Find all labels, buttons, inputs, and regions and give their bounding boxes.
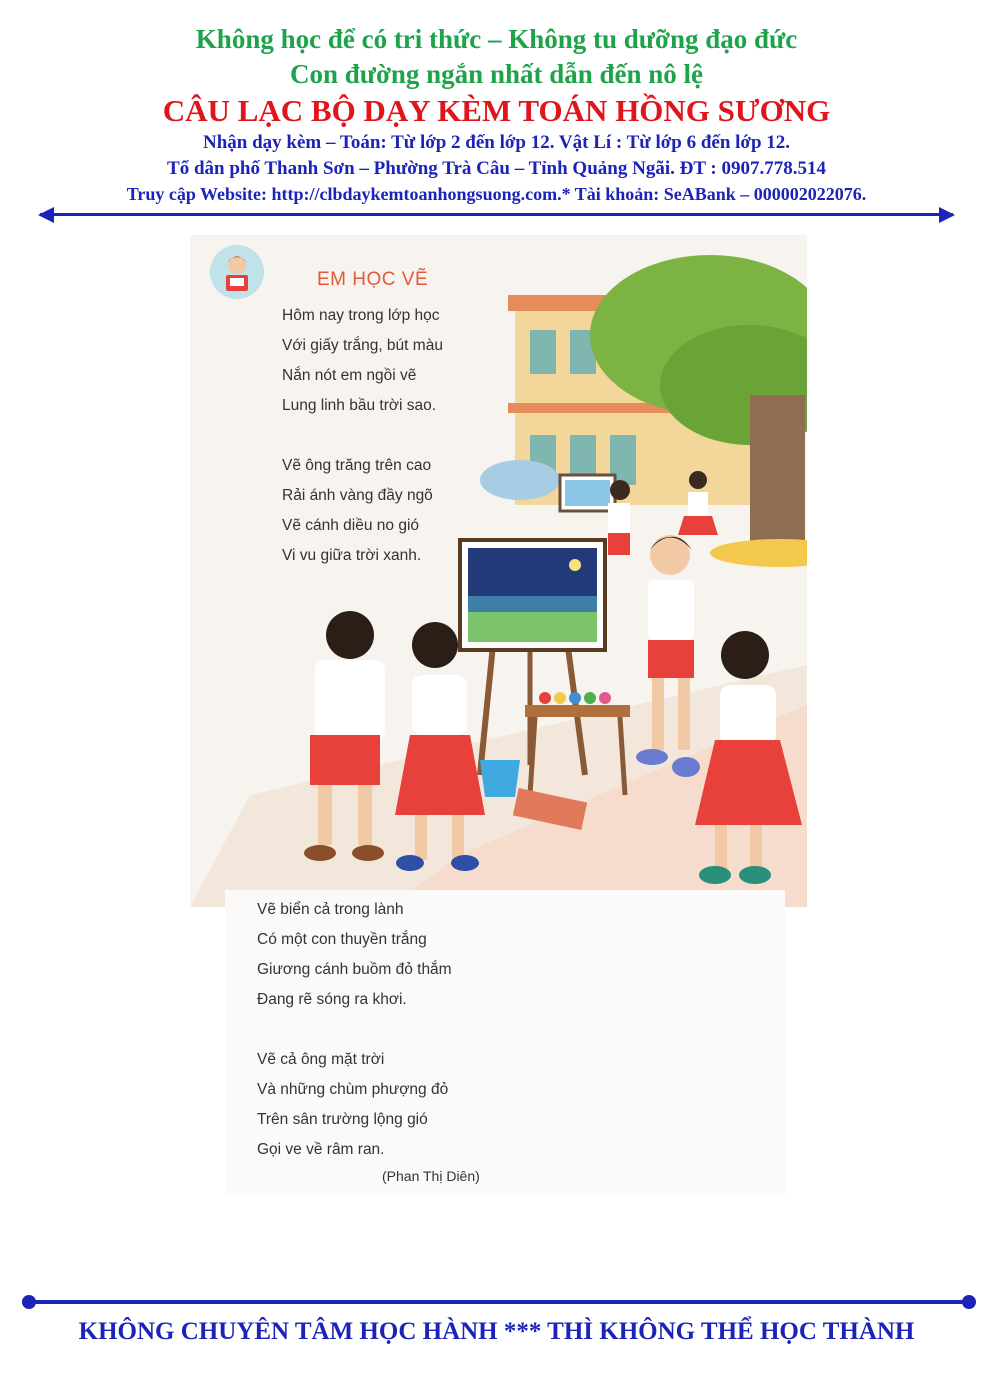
poem-line: Vẽ ông trăng trên cao: [282, 457, 432, 474]
poem-line: Vẽ biển cả trong lành: [257, 901, 404, 918]
poem-line: Giương cánh buồm đỏ thắm: [257, 961, 452, 978]
footer-divider: [28, 1300, 970, 1304]
poem-stanza-1: [282, 301, 443, 571]
poem-line: Rải ánh vàng đầy ngõ: [282, 487, 433, 504]
poem-line: Hôm nay trong lớp học: [282, 307, 440, 324]
info-line-2: Tổ dân phố Thanh Sơn – Phường Trà Câu – Tỉnh Quảng Ngãi. ĐT : 0907.778.514: [167, 158, 826, 179]
poem-line: Vẽ cánh diều no gió: [282, 517, 420, 534]
poem-line: Với giấy trắng, bút màu: [282, 337, 443, 354]
motto-line-2: Con đường ngắn nhất dẫn đến nô lệ: [289, 59, 704, 89]
header-divider: [40, 213, 953, 216]
footer-slogan: KHÔNG CHUYÊN TÂM HỌC HÀNH *** THÌ KHÔNG THỂ HỌC THÀNH: [78, 1318, 915, 1345]
arrow-left-icon: [38, 207, 54, 223]
poem-line: Trên sân trường lộng gió: [257, 1111, 428, 1128]
poem-line: Lung linh bầu trời sao.: [282, 397, 437, 414]
dot-right-icon: [962, 1295, 976, 1309]
info-line-3: Truy cập Website: http://clbdaykemtoanhongsuong.com.* Tài khoản: SeABank – 000002022076.: [126, 184, 867, 204]
poem-author: (Phan Thị Diên): [382, 1168, 480, 1184]
poem-line: Gọi ve về râm ran.: [257, 1141, 385, 1158]
dot-left-icon: [22, 1295, 36, 1309]
poem-title: EM HỌC VẼ: [317, 269, 429, 290]
page-header: [0, 22, 993, 206]
poem-stanza-3: [257, 895, 452, 1165]
info-line-1: Nhận dạy kèm – Toán: Từ lớp 2 đến lớp 12. Vật Lí : Từ lớp 6 đến lớp 12.: [202, 132, 791, 153]
poem-line: Và những chùm phượng đỏ: [257, 1081, 449, 1098]
arrow-right-icon: [939, 207, 955, 223]
poem-line: Vẽ cả ông mặt trời: [257, 1051, 385, 1068]
poem-line: Có một con thuyền trắng: [257, 931, 427, 948]
textbook-illustration: [190, 235, 807, 907]
poem-line: Đang rẽ sóng ra khơi.: [257, 991, 407, 1008]
poem-line: Nắn nót em ngồi vẽ: [282, 367, 417, 384]
motto-line-1: Không học để có tri thức – Không tu dưỡng đạo đức: [195, 24, 798, 54]
poem-line: Vi vu giữa trời xanh.: [282, 547, 422, 564]
club-name: CÂU LẠC BỘ DẠY KÈM TOÁN HỒNG SƯƠNG: [162, 93, 831, 128]
